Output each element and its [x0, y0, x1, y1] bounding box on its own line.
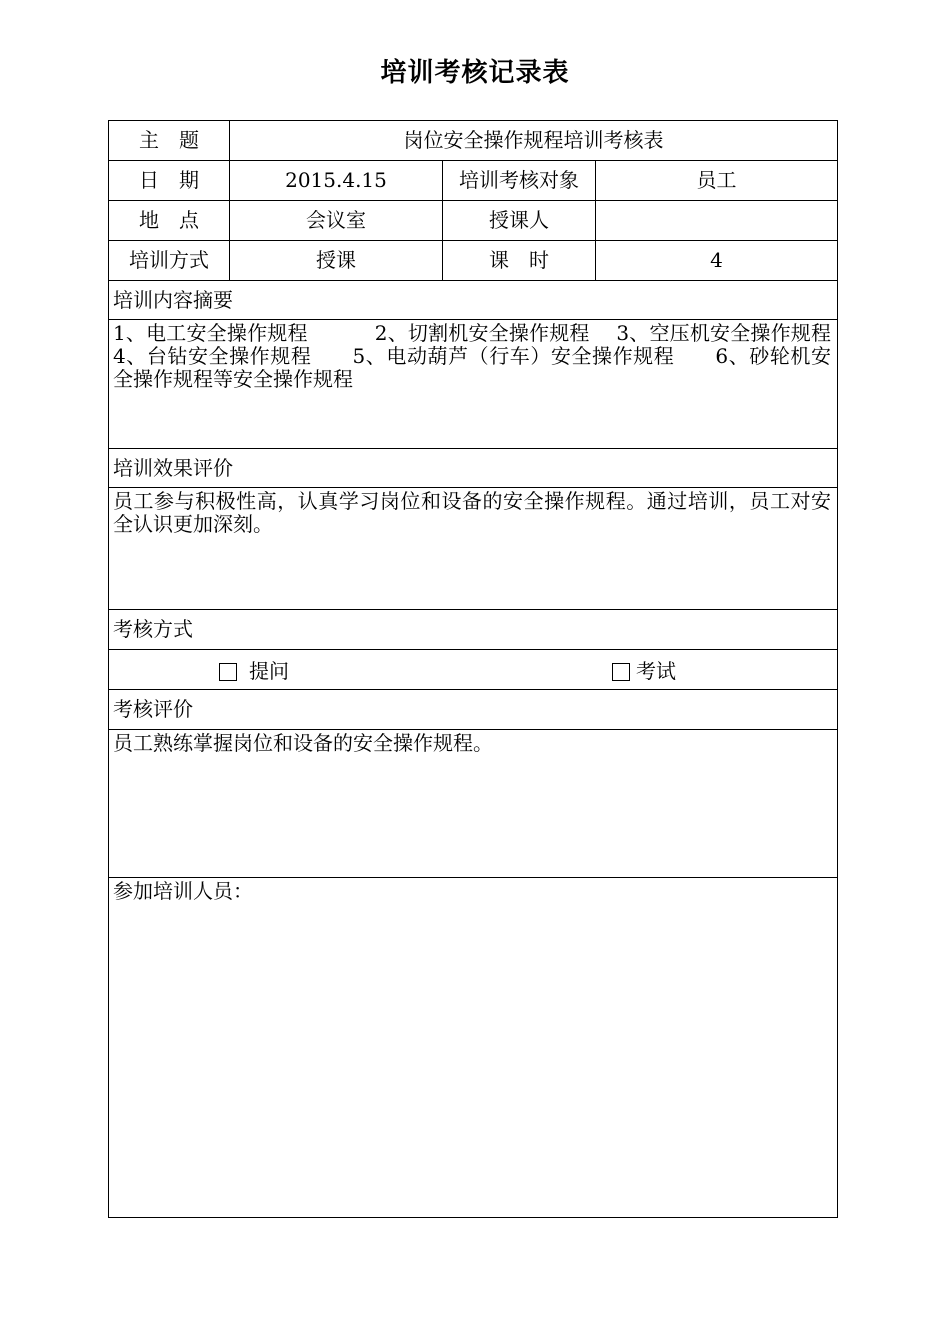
- date-value: 2015.4.15: [230, 161, 443, 201]
- lecturer-label: 授课人: [443, 201, 596, 241]
- effect-body-row: [109, 488, 838, 610]
- question-checkbox[interactable]: [219, 663, 237, 681]
- date-label: 日 期: [109, 161, 230, 201]
- content-summary-text: 1、电工安全操作规程 2、切割机安全操作规程 3、空压机安全操作规程 4、台钻安全操作规程 5、电动葫芦（行车）安全操作规程 6、砂轮机安全操作规程等安全操作规程: [109, 320, 838, 449]
- effect-text: 员工参与积极性高，认真学习岗位和设备的安全操作规程。通过培训，员工对安全认识更加深刻。: [109, 488, 838, 610]
- assessment-method-header-row: [109, 610, 838, 650]
- method-label: 培训方式: [109, 241, 230, 281]
- hours-label: 课 时: [443, 241, 596, 281]
- exam-checkbox[interactable]: [612, 663, 630, 681]
- location-label: 地 点: [109, 201, 230, 241]
- page-title: 培训考核记录表: [380, 58, 570, 88]
- target-label: 培训考核对象: [443, 161, 596, 201]
- assessment-eval-header-row: [109, 690, 838, 730]
- content-summary-body-row: [109, 320, 838, 449]
- option-exam-label: 考试: [636, 659, 676, 683]
- location-value: 会议室: [230, 201, 443, 241]
- content-summary-label: 培训内容摘要: [109, 281, 838, 320]
- target-value: 员工: [596, 161, 838, 201]
- assessment-eval-body-row: [109, 730, 838, 878]
- option-question-label: 提问: [249, 659, 289, 683]
- date-row: [109, 161, 838, 201]
- subject-label: 主 题: [109, 121, 230, 161]
- assessment-eval-label: 考核评价: [109, 690, 838, 730]
- assessment-options-row: [109, 650, 838, 690]
- content-summary-header-row: [109, 281, 838, 320]
- assessment-method-label: 考核方式: [109, 610, 838, 650]
- option-question[interactable]: [219, 660, 289, 683]
- lecturer-value: [596, 201, 838, 241]
- option-exam[interactable]: [612, 660, 676, 683]
- subject-value: 岗位安全操作规程培训考核表: [230, 121, 838, 161]
- effect-label: 培训效果评价: [109, 449, 838, 488]
- assessment-eval-text: 员工熟练掌握岗位和设备的安全操作规程。: [109, 730, 838, 878]
- effect-header-row: [109, 449, 838, 488]
- training-record-table: [108, 120, 871, 1218]
- participants-label: 参加培训人员：: [109, 878, 838, 1218]
- location-row: [109, 201, 838, 241]
- subject-row: [109, 121, 838, 161]
- participants-row: [109, 878, 838, 1218]
- assessment-options-cell: [109, 650, 838, 690]
- hours-value: 4: [596, 241, 838, 281]
- method-row: [109, 241, 838, 281]
- method-value: 授课: [230, 241, 443, 281]
